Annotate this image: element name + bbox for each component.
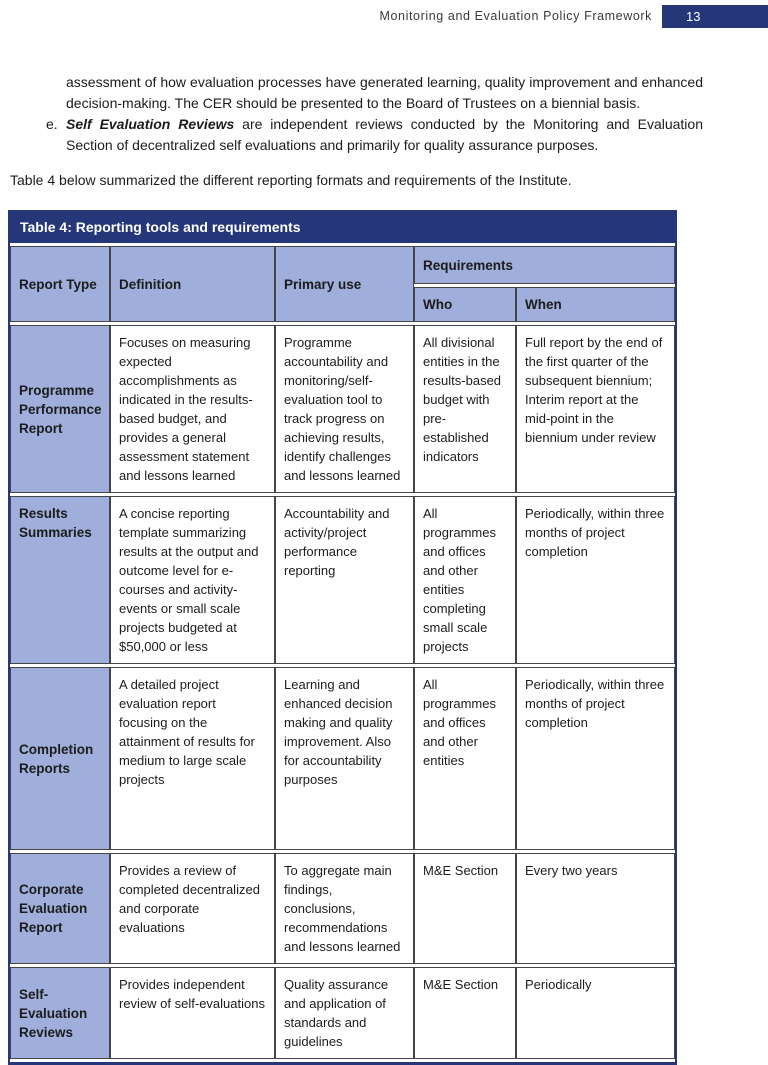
cell-definition: Provides a review of completed decentralized and corporate evaluations (110, 853, 275, 964)
col-header-primary-use: Primary use (275, 246, 414, 322)
cell-primary-use: Learning and enhanced decision making and quality improvement. Also for accountability purposes (275, 667, 414, 850)
cell-when: Every two years (516, 853, 675, 964)
cell-who: All programmes and offices and other entities completing small scale projects (414, 496, 516, 664)
table-row (10, 496, 675, 664)
table-4-title: Table 4: Reporting tools and requirements (10, 212, 675, 243)
cell-primary-use: Programme accountability and monitoring/self-evaluation tool to track progress on achieving results, identify challenges and lessons learned (275, 325, 414, 493)
cell-primary-use: To aggregate main findings, conclusions, recommendations and lessons learned (275, 853, 414, 964)
list-item-e-rest: are independent reviews conducted by the Monitoring and Evaluation Section of decentralized self evaluations and primarily for quality assurance purposes. (66, 116, 703, 153)
cell-definition: Focuses on measuring expected accomplishments as indicated in the results-based budget, and provides a general assessment statement and lessons learned (110, 325, 275, 493)
table-row (10, 853, 675, 964)
col-header-report-type: Report Type (10, 246, 110, 322)
cell-who: All divisional entities in the results-based budget with pre-established indicators (414, 325, 516, 493)
cell-primary-use: Quality assurance and application of standards and guidelines (275, 967, 414, 1059)
col-header-when: When (516, 287, 675, 322)
row-header-programme-performance-report: Programme Performance Report (10, 325, 110, 493)
table-reference-line: Table 4 below summarized the different reporting formats and requirements of the Institute. (10, 172, 572, 188)
paragraph-continuation: assessment of how evaluation processes have generated learning, quality improvement and enhanced decision-making. The CER should be presented to the Board of Trustees on a biennial basis. (66, 74, 703, 111)
cell-definition: Provides independent review of self-evaluations (110, 967, 275, 1059)
document-title: Monitoring and Evaluation Policy Framework (379, 9, 652, 23)
row-header-corporate-evaluation-report: Corporate Evaluation Report (10, 853, 110, 964)
table-header (10, 246, 675, 322)
cell-who: All programmes and offices and other entities (414, 667, 516, 850)
col-header-requirements: Requirements (414, 246, 675, 284)
col-header-who: Who (414, 287, 516, 322)
col-header-definition: Definition (110, 246, 275, 322)
reporting-table (10, 243, 675, 1062)
cell-definition: A concise reporting template summarizing results at the output and outcome level for e-courses and activity-events or small scale projects budgeted at $50,000 or less (110, 496, 275, 664)
cell-definition: A detailed project evaluation report focusing on the attainment of results for medium to large scale projects (110, 667, 275, 850)
cell-primary-use: Accountability and activity/project performance reporting (275, 496, 414, 664)
running-head (0, 5, 768, 29)
cell-when: Periodically, within three months of project completion (516, 667, 675, 850)
list-item-e-marker: e. (46, 116, 58, 132)
cell-when: Periodically, within three months of project completion (516, 496, 675, 664)
list-item-e-text (66, 114, 703, 156)
page-number-badge: 13 (662, 5, 768, 28)
row-header-self-evaluation-reviews: Self- Evaluation Reviews (10, 967, 110, 1059)
cell-when: Periodically (516, 967, 675, 1059)
cell-who: M&E Section (414, 967, 516, 1059)
cell-when: Full report by the end of the first quarter of the subsequent biennium; Interim report at the mid-point in the biennium under review (516, 325, 675, 493)
cell-who: M&E Section (414, 853, 516, 964)
list-item-e (46, 114, 703, 156)
row-header-completion-reports: Completion Reports (10, 667, 110, 850)
row-header-results-summaries: Results Summaries (10, 496, 110, 664)
list-item-e-lead: Self Evaluation Reviews (66, 116, 235, 132)
table-row (10, 667, 675, 850)
table-row (10, 325, 675, 493)
table-row (10, 967, 675, 1059)
table-4 (8, 210, 677, 1065)
